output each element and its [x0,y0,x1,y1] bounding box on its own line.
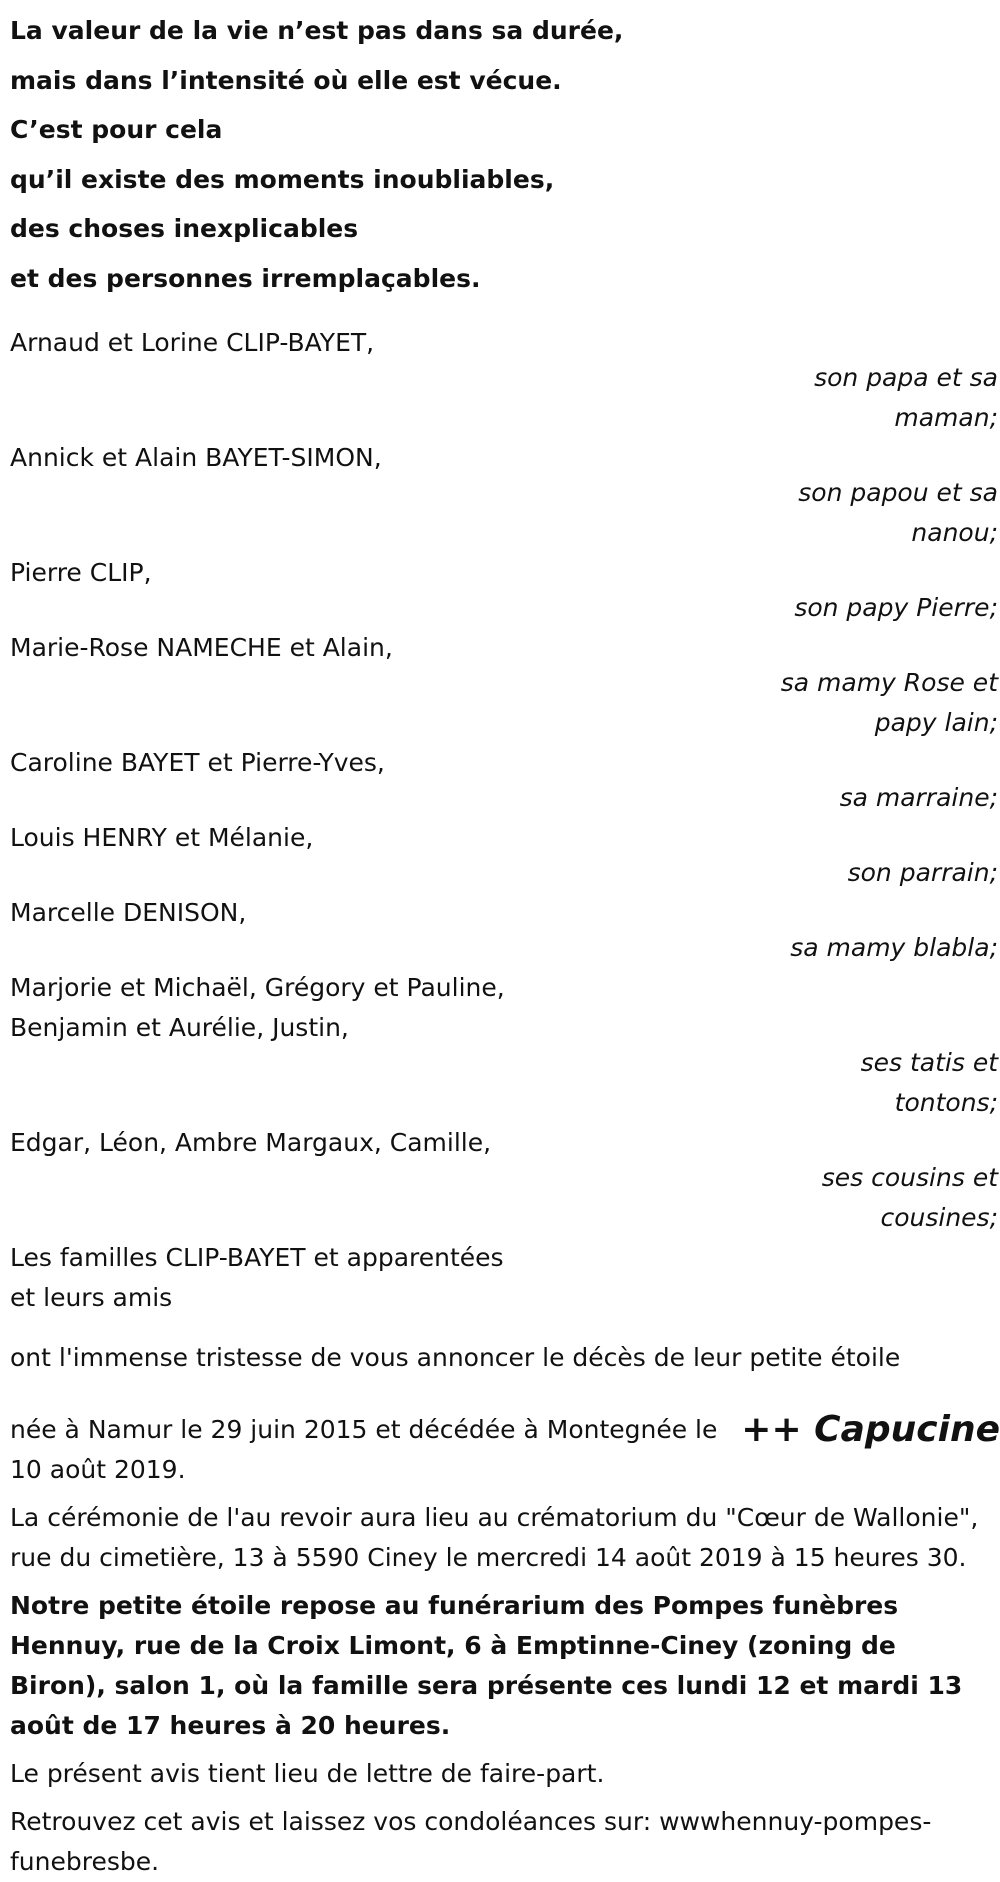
family-entry [10,553,1000,628]
family-relation: son parrain; [847,858,998,887]
family-names: Marjorie et Michaël, Grégory et Pauline, [10,973,505,1002]
family-relation: son papy Pierre; [794,593,998,622]
condolences-text: Retrouvez cet avis et laissez vos condoléances sur: wwwhennuy-pompes-funebresbe. [10,1807,932,1876]
family-relation: ses cousins et cousines; [821,1163,998,1232]
family-entry [10,818,1000,893]
family-entry [10,893,1000,968]
quote-line: qu’il existe des moments inoubliables, [10,164,555,194]
family-names: Arnaud et Lorine CLIP-BAYET, [10,328,375,357]
opening-quote [10,6,1000,303]
family-names: Pierre CLIP, [10,558,152,587]
family-entry [10,968,1000,1123]
family-list [10,323,1000,1318]
family-names: Louis HENRY et Mélanie, [10,823,314,852]
family-names: Annick et Alain BAYET-SIMON, [10,443,382,472]
families-line: Les familles CLIP-BAYET et apparentées [10,1243,504,1272]
family-relation: sa mamy Rose et papy lain; [780,668,998,737]
family-relation: sa mamy blabla; [790,933,998,962]
quote-line: et des personnes irremplaçables. [10,263,481,293]
funeral-home-text: Notre petite étoile repose au funérarium des Pompes funèbres Hennuy, rue de la Croix Limont, 6 à Emptinne-Ciney (zoning de Biron), salon 1, où la famille sera présente ces lundi 12 et mardi 13 août de 17 heures à 20 heures. [10,1591,963,1740]
families-entry [10,1238,1000,1318]
birth-death-row [10,1410,1000,1490]
quote-line: C’est pour cela [10,115,223,144]
families-line: et leurs amis [10,1283,173,1312]
birth-death-text: née à Namur le 29 juin 2015 et décédée à Montegnée le 10 août 2019. [10,1415,718,1484]
family-relation: ses tatis et tontons; [860,1048,998,1117]
family-entry [10,1123,1000,1238]
ceremony-text: La cérémonie de l'au revoir aura lieu au crématorium du "Cœur de Wallonie", rue du cimetière, 13 à 5590 Ciney le mercredi 14 août 2019 à 15 heures 30. [10,1503,979,1572]
family-names: Edgar, Léon, Ambre Margaux, Camille, [10,1128,492,1157]
quote-line: des choses inexplicables [10,214,359,243]
family-entry [10,323,1000,438]
family-entry [10,438,1000,553]
announcement: ont l'immense tristesse de vous annoncer le décès de leur petite étoile [10,1343,901,1372]
family-names-continued: Benjamin et Aurélie, Justin, [10,1013,349,1042]
family-names: Marie-Rose NAMECHE et Alain, [10,633,393,662]
family-entry [10,743,1000,818]
family-relation: sa marraine; [839,783,998,812]
quote-line: La valeur de la vie n’est pas dans sa durée, [10,16,624,45]
deceased-name: ++ Capucine [741,1409,1000,1450]
notice-text: Le présent avis tient lieu de lettre de faire-part. [10,1759,605,1788]
family-relation: son papa et sa maman; [814,363,998,432]
family-names: Caroline BAYET et Pierre-Yves, [10,748,385,777]
family-entry [10,628,1000,743]
quote-line: mais dans l’intensité où elle est vécue. [10,65,562,95]
family-names: Marcelle DENISON, [10,898,247,927]
obituary-page [0,6,1000,1876]
family-relation: son papou et sa nanou; [798,478,998,547]
